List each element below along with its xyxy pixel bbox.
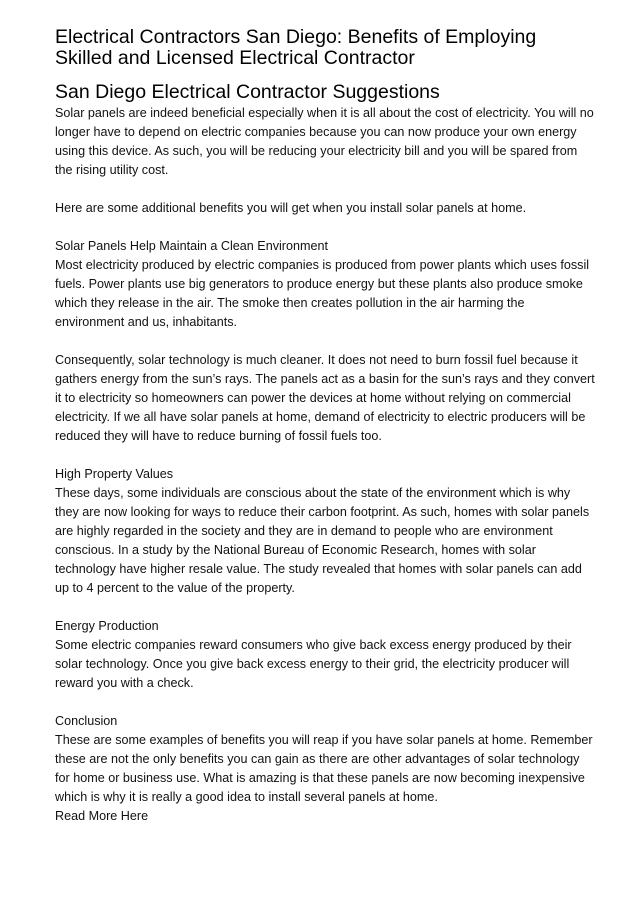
section-heading-clean-environment: Solar Panels Help Maintain a Clean Environment xyxy=(55,239,329,253)
section-heading-energy-production: Energy Production xyxy=(55,619,159,633)
document-subtitle: San Diego Electrical Contractor Suggestions xyxy=(55,81,440,103)
section-paragraph: These days, some individuals are conscious about the state of the environment which is why they are now looking for ways to reduce their carbon footprint. As such, homes with solar panels are highly regarded in the society and they are in demand to people who are environment conscious. In a study by the National Bureau of Economic Research, homes with solar technology have higher resale value. The study revealed that homes with solar panels can add up to 4 percent to the value of the property. xyxy=(55,486,590,595)
section-paragraph: Consequently, solar technology is much cleaner. It does not need to burn fossil fuel because it gathers energy from the sun’s rays. The panels act as a basin for the sun’s rays and they convert it to electricity so homeowners can power the devices at home without relying on commercial electricity. If we all have solar panels at home, demand of electricity to electric producers will be reduced they will have to reduce burning of fossil fuels too. xyxy=(55,353,595,443)
benefits-intro-paragraph: Here are some additional benefits you will get when you install solar panels at home. xyxy=(55,201,527,215)
section-heading-conclusion: Conclusion xyxy=(55,714,118,728)
section-heading-property-values: High Property Values xyxy=(55,467,174,481)
document-page xyxy=(55,27,595,826)
read-more-link[interactable]: Read More Here xyxy=(55,809,149,823)
section-paragraph: These are some examples of benefits you will reap if you have solar panels at home. Remember these are not the only benefits you can gain as there are other advantages of solar technology for home or business use. What is amazing is that these panels are now becoming inexpensive which is why it is really a good idea to install several panels at home. xyxy=(55,733,593,804)
section-paragraph: Most electricity produced by electric companies is produced from power plants which uses fossil fuels. Power plants use big generators to produce energy but these plants also produce smoke which they release in the air. The smoke then creates pollution in the air harming the environment and us, inhabitants. xyxy=(55,258,590,329)
section-paragraph: Some electric companies reward consumers who give back excess energy produced by their solar technology. Once you give back excess energy to their grid, the electricity producer will reward you with a check. xyxy=(55,638,572,690)
intro-paragraph: Solar panels are indeed beneficial especially when it is all about the cost of electricity. You will no longer have to depend on electric companies because you can now produce your own energy using this device. As such, you will be reducing your electricity bill and you will be spared from the rising utility cost. xyxy=(55,106,594,177)
document-title: Electrical Contractors San Diego: Benefits of Employing Skilled and Licensed Electrical Contractor xyxy=(55,26,537,69)
